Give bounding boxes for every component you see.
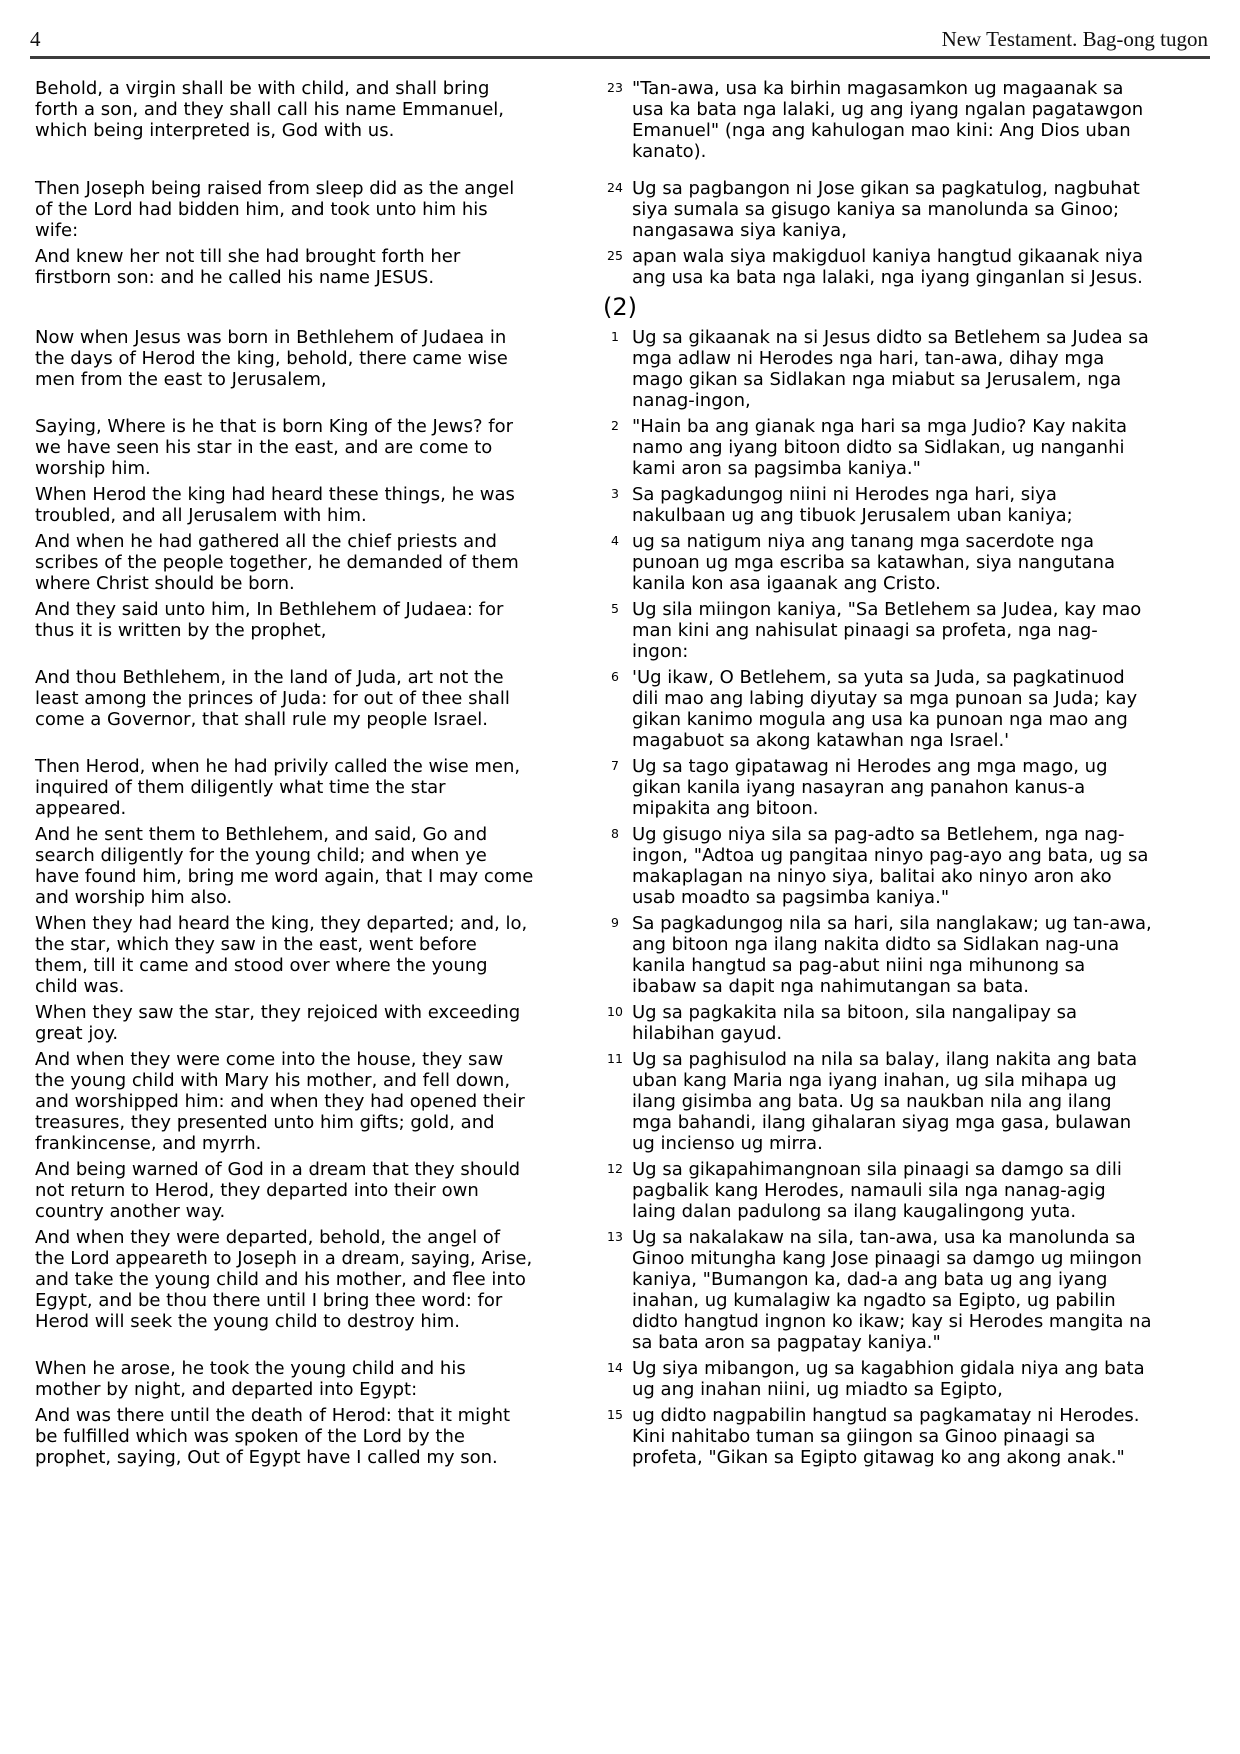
verse-cebuano: Ug sa nakalakaw na sila, tan-awa, usa ka manolunda sa Ginoo mitungha kang Jose pinaagi sa damgo ug miingon kaniya, "Bumangon ka, dad-a ang bata ug ang iyang inahan, ug kumalagiw ka ngadto sa Egipto, ug pabilin didto hangtud ingnon ko ikaw; kay si Herodes mangita na sa bata aron sa pagpatay kaniya." bbox=[632, 1227, 1152, 1353]
verse-number: 11 bbox=[607, 1051, 623, 1066]
verse-number: 15 bbox=[607, 1407, 623, 1422]
chapter-marker-row bbox=[35, 292, 1240, 322]
verse-row bbox=[35, 756, 1240, 819]
verse-english: And was there until the death of Herod: that it might be fulfilled which was spoken of the Lord by the prophet, saying, Out of Egypt have I called my son. bbox=[35, 1405, 511, 1468]
verse-english: And being warned of God in a dream that they should not return to Herod, they departed into their own country another way. bbox=[35, 1159, 521, 1222]
verse-cebuano: ug didto nagpabilin hangtud sa pagkamatay ni Herodes. Kini nahitabo tuman sa giingon sa Ginoo pinaagi sa profeta, "Gikan sa Egipto gitawag ko ang akong anak." bbox=[632, 1405, 1140, 1468]
verse-english: And when he had gathered all the chief priests and scribes of the people together, he demanded of them where Christ should be born. bbox=[35, 531, 519, 594]
verse-row bbox=[35, 1358, 1240, 1400]
verse-english: And he sent them to Bethlehem, and said, Go and search diligently for the young child; and when ye have found him, bring me word again, that I may come and worship him also. bbox=[35, 824, 534, 908]
verse-number: 8 bbox=[611, 826, 619, 841]
verse-english: Then Joseph being raised from sleep did as the angel of the Lord had bidden him, and took unto him his wife: bbox=[35, 178, 515, 241]
verse-row bbox=[35, 246, 1240, 288]
verse-cebuano: apan wala siya makigduol kaniya hangtud gikaanak niya ang usa ka bata nga lalaki, nga iyang ginganlan si Jesus. bbox=[632, 246, 1143, 288]
verse-cebuano: Sa pagkadungog nila sa hari, sila nanglakaw; ug tan-awa, ang bitoon nga ilang nakita didto sa Sidlakan nag-una kanila hangtud sa pag-abut niini nga mihunong sa ibabaw sa dapit nga nahimutangan sa bata. bbox=[632, 913, 1152, 997]
verse-english: And knew her not till she had brought forth her firstborn son: and he called his name JESUS. bbox=[35, 246, 461, 288]
content-rows bbox=[0, 59, 1240, 1468]
verse-row bbox=[35, 824, 1240, 908]
verse-english: And when they were come into the house, they saw the young child with Mary his mother, and fell down, and worshipped him: and when they had opened their treasures, they presented unto him gifts; gold, and frankincense, and myrrh. bbox=[35, 1049, 525, 1154]
verse-cebuano: Ug sa gikapahimangnoan sila pinaagi sa damgo sa dili pagbalik kang Herodes, namauli sila nga nanag-agig laing dalan padulong sa ilang kaugalingong yuta. bbox=[632, 1159, 1122, 1222]
verse-row bbox=[35, 484, 1240, 526]
verse-row bbox=[35, 599, 1240, 662]
verse-number: 9 bbox=[611, 915, 619, 930]
verse-row bbox=[35, 667, 1240, 751]
verse-number: 5 bbox=[611, 601, 619, 616]
verse-number: 2 bbox=[611, 418, 619, 433]
verse-number: 25 bbox=[607, 248, 623, 263]
verse-cebuano: Ug sa gikaanak na si Jesus didto sa Betlehem sa Judea sa mga adlaw ni Herodes nga hari, tan-awa, dihay mga mago gikan sa Sidlakan nga miabut sa Jerusalem, nga nanag-ingon, bbox=[632, 327, 1149, 411]
verse-row bbox=[35, 1405, 1240, 1468]
verse-cebuano: Ug gisugo niya sila sa pag-adto sa Betlehem, nga nag-ingon, "Adtoa ug pangitaa ninyo pag-ayo ang bata, ug sa makaplagan na ninyo siya, balitai ako ninyo aron ako usab moadto sa pagsimba kaniya." bbox=[632, 824, 1149, 908]
verse-cebuano: "Hain ba ang gianak nga hari sa mga Judio? Kay nakita namo ang iyang bitoon didto sa Sidlakan, ug nanganhi kami aron sa pagsimba kaniya." bbox=[632, 416, 1128, 479]
verse-number: 13 bbox=[607, 1229, 623, 1244]
verse-cebuano: Ug sa pagbangon ni Jose gikan sa pagkatulog, nagbuhat siya sumala sa gisugo kaniya sa manolunda sa Ginoo; nangasawa siya kaniya, bbox=[632, 178, 1140, 241]
verse-number: 14 bbox=[607, 1360, 623, 1375]
verse-english: Then Herod, when he had privily called the wise men, inquired of them diligently what time the star appeared. bbox=[35, 756, 521, 819]
verse-cebuano: Ug sila miingon kaniya, "Sa Betlehem sa Judea, kay mao man kini ang nahisulat pinaagi sa profeta, nga nag-ingon: bbox=[632, 599, 1142, 662]
verse-row bbox=[35, 416, 1240, 479]
verse-number: 24 bbox=[607, 180, 623, 195]
verse-cebuano: Sa pagkadungog niini ni Herodes nga hari, siya nakulbaan ug ang tibuok Jerusalem uban kaniya; bbox=[632, 484, 1073, 526]
verse-row bbox=[35, 78, 1240, 162]
running-title: New Testament. Bag-ong tugon bbox=[941, 27, 1208, 51]
verse-row bbox=[35, 327, 1240, 411]
verse-cebuano: ug sa natigum niya ang tanang mga sacerdote nga punoan ug mga escriba sa katawhan, siya nangutana kanila kon asa igaanak ang Cristo. bbox=[632, 531, 1115, 594]
verse-english: Behold, a virgin shall be with child, and shall bring forth a son, and they shall call his name Emmanuel, which being interpreted is, God with us. bbox=[35, 78, 504, 141]
verse-cebuano: Ug sa tago gipatawag ni Herodes ang mga mago, ug gikan kanila iyang nasayran ang panahon kanus-a mipakita ang bitoon. bbox=[632, 756, 1108, 819]
verse-cebuano: 'Ug ikaw, O Betlehem, sa yuta sa Juda, sa pagkatinuod dili mao ang labing diyutay sa mga punoan sa Juda; kay gikan kanimo mogula ang usa ka punoan nga mao ang magabuot sa akong katawhan nga Israel.' bbox=[632, 667, 1138, 751]
verse-number: 10 bbox=[607, 1004, 623, 1019]
verse-english: And when they were departed, behold, the angel of the Lord appeareth to Joseph in a dream, saying, Arise, and take the young child and his mother, and flee into Egypt, and be thou there until I bring thee word: for Herod will seek the young child to destroy him. bbox=[35, 1227, 533, 1332]
verse-number: 23 bbox=[607, 80, 623, 95]
verse-row bbox=[35, 913, 1240, 997]
page-header bbox=[0, 0, 1240, 52]
verse-english: Now when Jesus was born in Bethlehem of Judaea in the days of Herod the king, behold, there came wise men from the east to Jerusalem, bbox=[35, 327, 508, 390]
verse-number: 7 bbox=[611, 758, 619, 773]
verse-english: And they said unto him, In Bethlehem of Judaea: for thus it is written by the prophet, bbox=[35, 599, 504, 641]
verse-row bbox=[35, 531, 1240, 594]
page-number: 4 bbox=[30, 27, 41, 51]
verse-row bbox=[35, 178, 1240, 241]
verse-english: Saying, Where is he that is born King of the Jews? for we have seen his star in the east, and are come to worship him. bbox=[35, 416, 514, 479]
verse-english: And thou Bethlehem, in the land of Juda, art not the least among the princes of Juda: for out of thee shall come a Governor, that shall rule my people Israel. bbox=[35, 667, 510, 730]
verse-row bbox=[35, 1227, 1240, 1353]
verse-english: When they saw the star, they rejoiced with exceeding great joy. bbox=[35, 1002, 521, 1044]
verse-number: 12 bbox=[607, 1161, 623, 1176]
verse-english: When he arose, he took the young child and his mother by night, and departed into Egypt: bbox=[35, 1358, 466, 1400]
verse-english: When they had heard the king, they departed; and, lo, the star, which they saw in the east, went before them, till it came and stood over where the young child was. bbox=[35, 913, 528, 997]
chapter-marker: (2) bbox=[603, 293, 637, 321]
verse-row bbox=[35, 1159, 1240, 1222]
verse-number: 1 bbox=[611, 329, 619, 344]
verse-cebuano: "Tan-awa, usa ka birhin magasamkon ug magaanak sa usa ka bata nga lalaki, ug ang iyang ngalan pagatawgon Emanuel" (nga ang kahulogan mao kini: Ang Dios uban kanato). bbox=[632, 78, 1144, 162]
verse-number: 3 bbox=[611, 486, 619, 501]
verse-row bbox=[35, 1002, 1240, 1044]
verse-cebuano: Ug sa paghisulod na nila sa balay, ilang nakita ang bata uban kang Maria nga iyang inahan, ug sila mihapa ug ilang gisimba ang bata. Ug sa naukban nila ang ilang mga bahandi, ilang gihalaran siyag mga gasa, bulawan ug incienso ug mirra. bbox=[632, 1049, 1138, 1154]
verse-cebuano: Ug sa pagkakita nila sa bitoon, sila nangalipay sa hilabihan gayud. bbox=[632, 1002, 1078, 1044]
verse-cebuano: Ug siya mibangon, ug sa kagabhion gidala niya ang bata ug ang inahan niini, ug miadto sa Egipto, bbox=[632, 1358, 1145, 1400]
verse-number: 6 bbox=[611, 669, 619, 684]
verse-english: When Herod the king had heard these things, he was troubled, and all Jerusalem with him. bbox=[35, 484, 515, 526]
verse-row bbox=[35, 1049, 1240, 1154]
verse-number: 4 bbox=[611, 533, 619, 548]
